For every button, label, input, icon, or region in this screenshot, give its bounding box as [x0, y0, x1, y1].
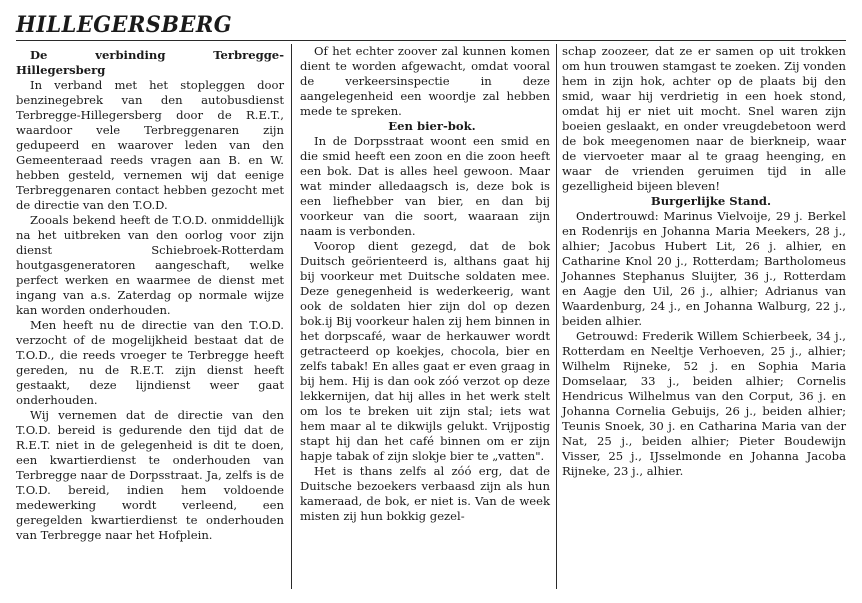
- article-2-paragraph: Het is thans zelfs al zóó erg, dat de Duitsche bezoekers verbaasd zijn als hun kameraad, de bok, er niet is. Van de week misten zij hun bokkig gezel-: [300, 464, 550, 523]
- article-2-paragraph: In de Dorpsstraat woont een smid en die smid heeft een zoon en die zoon heeft een bok. Dat is alles heel gewoon. Maar wat minder alledaagsch is, deze bok is een liefhebber van bier, en dan bij voorkeur van die soort, waaraan zijn naam is verbonden.: [300, 134, 550, 238]
- article-1-paragraph: In verband met het stopleggen door benzinegebrek van den autobusdienst Terbregge-Hillegersberg door de R.E.T., waardoor vele Terbreggenaren zijn gedupeerd en waarover leden van den Gemeenteraad reeds vragen aan B. en W. hebben gesteld, vernemen wij dat eenige Terbreggenaren contact hebben gezocht met de directie van den T.O.D.: [16, 78, 284, 212]
- article-2-title: Een bier-bok.: [388, 119, 476, 133]
- article-2-paragraph: Voorop dient gezegd, dat de bok Duitsch geörienteerd is, althans gaat hij bij voorkeur met Duitsche soldaten mee. Deze genegenheid is wederkeerig, want ook de soldaten hier zijn dol op dezen bok.ij Bij voorkeur halen zij hem binnen in het dorpscafé, waar de herkauwer wordt getracteerd op koekjes, chocola, bier en zelfs tabak! En alles gaat er even graag in bij hem. Hij is dan ook zóó verzot op deze lekkernijen, dat hij alles in het werk stelt om los te breken uit zijn stal; iets wat hem maar al te dikwijls gelukt. Vrijpostig stapt hij dan het café binnen om er zijn hapje tabak of zijn slokje bier te „vatten".: [300, 239, 550, 463]
- article-1-paragraph: Zooals bekend heeft de T.O.D. onmiddellijk na het uitbreken van den oorlog voor zijn dienst Schiebroek-Rotterdam houtgasgeneratoren aangeschaft, welke perfect werken en waarmee de dienst met ingang van a.s. Zaterdag op normale wijze kan worden onderhouden.: [16, 213, 284, 317]
- column-2: [300, 44, 550, 524]
- article-1-paragraph: Men heeft nu de directie van den T.O.D. verzocht of de mogelijkheid bestaat dat de T.O.D., die reeds vroeger te Terbregge heeft gereden, nu de R.E.T. zijn dienst heeft gestaakt, deze lijndienst weer gaat onderhouden.: [16, 318, 284, 407]
- headline: HILLEGERSBERG: [16, 12, 233, 38]
- article-1-paragraph: Wij vernemen dat de directie van den T.O.D. bereid is gedurende den tijd dat de R.E.T. niet in de gelegenheid is dit te doen, een kwartierdienst te onderhouden van Terbregge naar de Dorpsstraat. Ja, zelfs is de T.O.D. bereid, indien hem voldoende medewerking wordt verleend, een geregelden kwartierdienst te onderhouden van Terbregge naar het Hofplein.: [16, 408, 284, 542]
- article-1-title: De verbinding Terbregge-Hillegersberg: [16, 48, 284, 77]
- column-1: [16, 48, 284, 543]
- header-divider: [16, 40, 846, 41]
- column-divider-1: [291, 44, 292, 589]
- article-3-title: Burgerlijke Stand.: [650, 194, 772, 208]
- column-3: [562, 44, 846, 479]
- column-divider-2: [556, 44, 557, 589]
- article-3-paragraph: Ondertrouwd: Marinus Vielvoije, 29 j. Berkel en Rodenrijs en Johanna Maria Meekers, 28 j., alhier; Jacobus Hubert Lit, 26 j. alhier, en Catharine Knol 20 j., Rotterdam; Bartholomeus Johannes Stephanus Sluijter, 36 j., Rotterdam en Aagje den Uil, 26 j., alhier; Adrianus van Waardenburg, 24 j., en Johanna Walburg, 22 j., beiden alhier.: [562, 209, 846, 328]
- article-1-continuation: Of het echter zoover zal kunnen komen dient te worden afgewacht, omdat vooral de verkeersinspectie in deze aangelegenheid een woordje zal hebben mede te spreken.: [300, 44, 550, 118]
- article-3-paragraph: Getrouwd: Frederik Willem Schierbeek, 34 j., Rotterdam en Neeltje Verhoeven, 25 j., alhier; Wilhelm Rijneke, 52 j. en Sophia Maria Domselaar, 33 j., beiden alhier; Cornelis Hendricus Wilhelmus van den Corput, 36 j. en Johanna Cornelia Gebuijs, 26 j., beiden alhier; Teunis Snoek, 30 j. en Catharina Maria van der Nat, 25 j., beiden alhier; Pieter Boudewijn Visser, 25 j., IJsselmonde en Johanna Jacoba Rijneke, 23 j., alhier.: [562, 329, 846, 478]
- article-2-continuation: schap zoozeer, dat ze er samen op uit trokken om hun trouwen stamgast te zoeken. Zij vonden hem in zijn hok, achter op de plaats bij den smid, waar hij verdrietig in een hoek stond, omdat hij er niet uit mocht. Snel waren zijn boeien geslaakt, en onder vreugdebetoon werd de bok meegenomen naar de bierkneip, waar de viervoeter maar al te graag heenging, en waar de vrienden geruimen tijd in alle gezelligheid bijeen bleven!: [562, 44, 846, 193]
